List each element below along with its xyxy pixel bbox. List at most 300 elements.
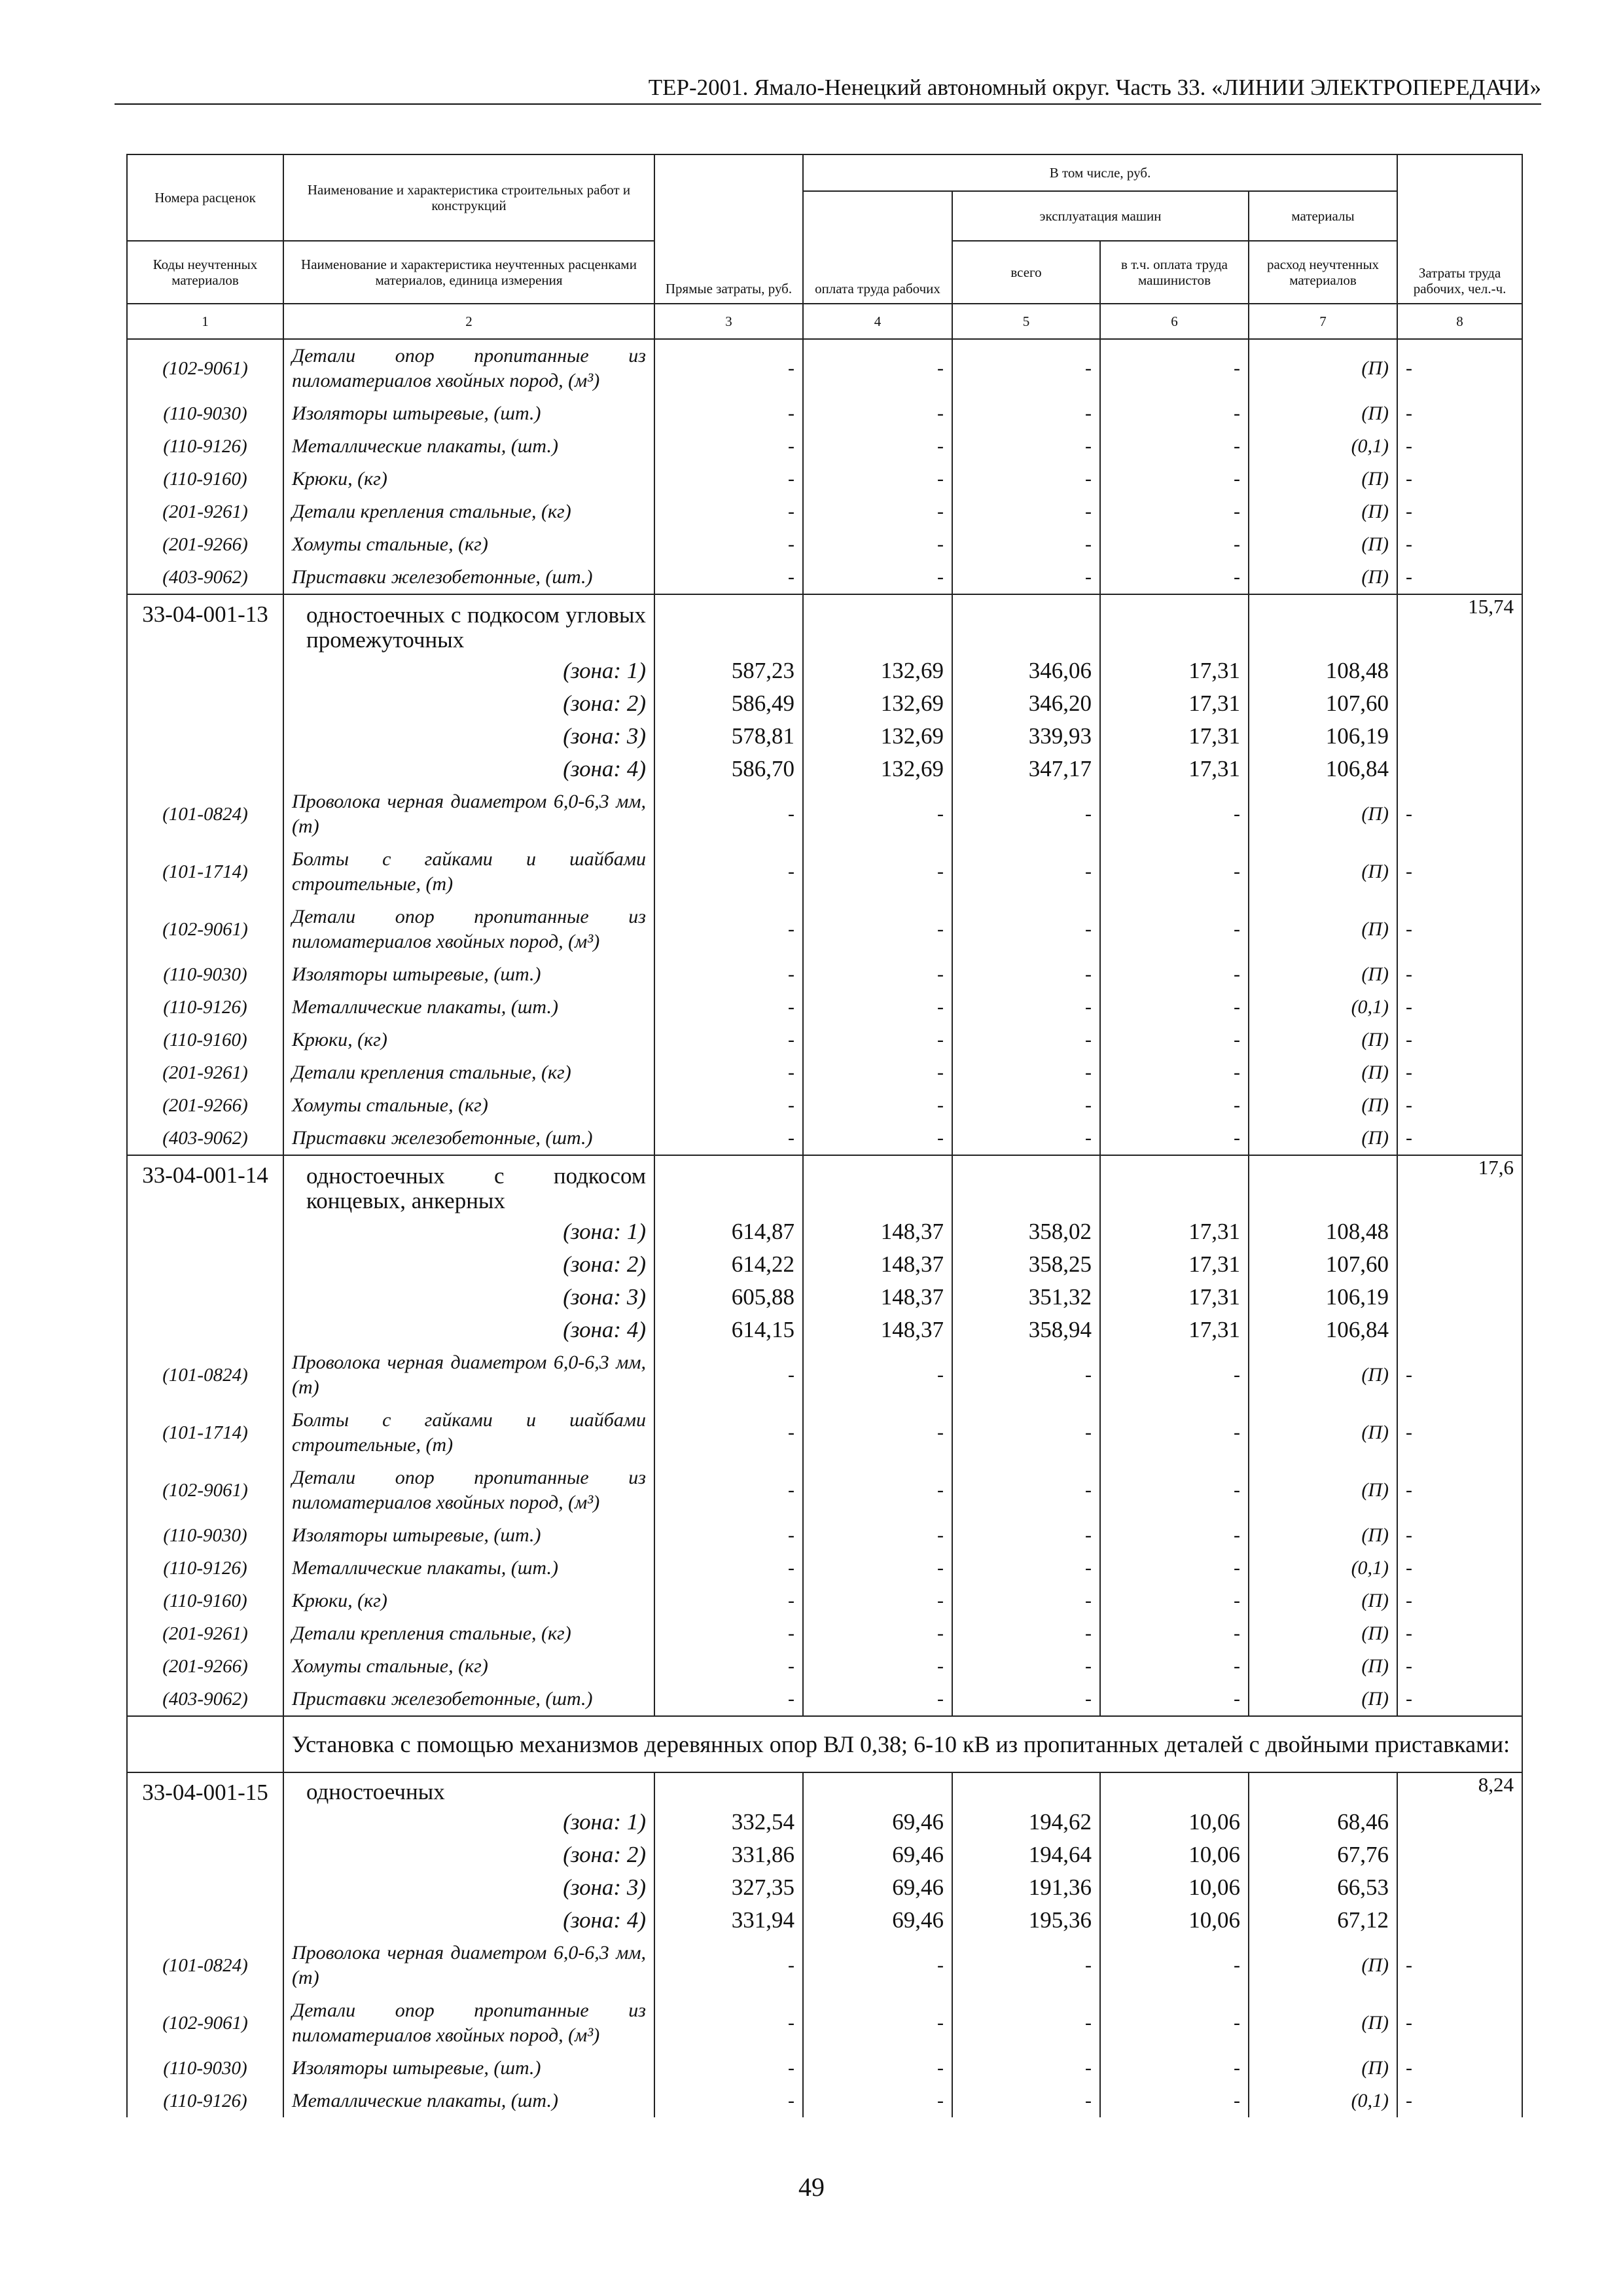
labor-pay-cell: - [803,463,952,495]
material-code: (101-0824) [127,785,283,843]
machinists-pay: 17,31 [1100,1281,1249,1314]
empty-cell [1397,655,1522,687]
labor-pay: 69,46 [803,1839,952,1871]
machinists-pay: 17,31 [1100,1215,1249,1248]
labor-hours-cell: - [1397,1585,1522,1617]
machines-total-cell: - [952,561,1100,594]
machinists-pay-cell: - [1100,1585,1249,1617]
labor-hours-cell: - [1397,2052,1522,2085]
machinists-pay-cell: - [1100,1346,1249,1404]
machines-total-cell: - [952,528,1100,561]
labor-pay-cell: - [803,495,952,528]
labor-hours-cell: - [1397,1056,1522,1089]
material-row [127,1585,1522,1617]
material-consumption-cell: (П) [1249,397,1397,430]
labor-hours-cell: - [1397,1650,1522,1683]
machinists-pay-cell: - [1100,2052,1249,2085]
machinists-pay-cell: - [1100,339,1249,397]
direct-cost: 605,88 [654,1281,803,1314]
machines-total-cell: - [952,463,1100,495]
material-row [127,463,1522,495]
material-code: (102-9061) [127,901,283,958]
machines-total-cell: - [952,430,1100,463]
direct-cost: 586,70 [654,753,803,785]
machinists-pay-cell: - [1100,1462,1249,1519]
machinists-pay-cell: - [1100,901,1249,958]
machinists-pay: 10,06 [1100,1871,1249,1904]
material-code: (201-9261) [127,1056,283,1089]
labor-hours-cell: - [1397,1937,1522,1994]
machines-total-cell: - [952,1994,1100,2052]
material-row [127,2085,1522,2117]
material-name: Детали опор пропитанные из пиломатериалов хвойных пород, (м³) [283,1994,654,2052]
empty-cell [127,1806,283,1839]
materials-cost: 106,84 [1249,753,1397,785]
labor-pay-cell: - [803,1089,952,1122]
labor-pay-cell: - [803,1346,952,1404]
labor-pay: 132,69 [803,655,952,687]
labor-pay-cell: - [803,1519,952,1552]
labor-pay-cell: - [803,397,952,430]
labor-hours-cell: - [1397,397,1522,430]
zone-row [127,687,1522,720]
empty-cell [127,1248,283,1281]
material-row [127,1122,1522,1155]
materials-cost: 107,60 [1249,1248,1397,1281]
machinists-pay-cell: - [1100,561,1249,594]
machinists-pay: 17,31 [1100,1248,1249,1281]
direct-cost-cell: - [654,528,803,561]
machines-total: 346,06 [952,655,1100,687]
material-code: (201-9266) [127,1089,283,1122]
machines-total: 339,93 [952,720,1100,753]
direct-cost-cell: - [654,1937,803,1994]
labor-pay: 148,37 [803,1314,952,1346]
machines-total: 358,02 [952,1215,1100,1248]
labor-pay: 148,37 [803,1281,952,1314]
empty-cell [803,1155,952,1215]
labor-hours-cell: - [1397,1462,1522,1519]
labor-pay: 132,69 [803,687,952,720]
header-col4: оплата труда рабочих [803,191,952,304]
labor-hours-cell: - [1397,785,1522,843]
zone-label: (зона: 1) [283,655,654,687]
header-col7: расход неучтенных материалов [1249,241,1397,304]
materials-cost: 68,46 [1249,1806,1397,1839]
labor-hours-cell: - [1397,339,1522,397]
zone-row [127,1839,1522,1871]
zone-label: (зона: 3) [283,1281,654,1314]
empty-cell [127,1716,283,1772]
empty-cell [1397,1839,1522,1871]
material-code: (110-9126) [127,430,283,463]
material-code: (403-9062) [127,1122,283,1155]
materials-cost: 67,76 [1249,1839,1397,1871]
material-row [127,528,1522,561]
labor-pay: 148,37 [803,1248,952,1281]
material-code: (110-9160) [127,1024,283,1056]
column-number: 5 [952,304,1100,339]
material-row [127,958,1522,991]
material-code: (201-9261) [127,1617,283,1650]
material-consumption-cell: (0,1) [1249,1552,1397,1585]
material-code: (403-9062) [127,561,283,594]
direct-cost-cell: - [654,561,803,594]
material-name: Проволока черная диаметром 6,0-6,3 мм, (т) [283,1346,654,1404]
labor-pay-cell: - [803,785,952,843]
material-code: (110-9030) [127,958,283,991]
empty-cell [127,1904,283,1937]
zone-row [127,720,1522,753]
header-col3: Прямые затраты, руб. [654,154,803,304]
machinists-pay-cell: - [1100,1683,1249,1716]
material-name: Хомуты стальные, (кг) [283,1089,654,1122]
direct-cost: 331,94 [654,1904,803,1937]
page-number: 49 [798,2172,825,2202]
material-code: (110-9160) [127,463,283,495]
empty-cell [127,1281,283,1314]
direct-cost: 587,23 [654,655,803,687]
material-row [127,1346,1522,1404]
material-consumption-cell: (П) [1249,1404,1397,1462]
empty-cell [952,1772,1100,1806]
machines-total-cell: - [952,2052,1100,2085]
labor-hours: 17,6 [1397,1155,1522,1215]
materials-cost: 66,53 [1249,1871,1397,1904]
material-consumption-cell: (П) [1249,901,1397,958]
material-code: (101-1714) [127,1404,283,1462]
machines-total-cell: - [952,1552,1100,1585]
material-row [127,1994,1522,2052]
material-name: Проволока черная диаметром 6,0-6,3 мм, (т) [283,785,654,843]
machinists-pay-cell: - [1100,785,1249,843]
material-name: Хомуты стальные, (кг) [283,528,654,561]
material-name: Детали опор пропитанные из пиломатериалов хвойных пород, (м³) [283,339,654,397]
machines-total-cell: - [952,1346,1100,1404]
machines-total-cell: - [952,1089,1100,1122]
material-consumption-cell: (П) [1249,495,1397,528]
direct-cost-cell: - [654,430,803,463]
labor-hours: 15,74 [1397,594,1522,655]
material-row [127,495,1522,528]
labor-hours-cell: - [1397,495,1522,528]
rates-table [126,154,1523,2117]
material-code: (110-9126) [127,2085,283,2117]
material-consumption-cell: (П) [1249,528,1397,561]
machinists-pay-cell: - [1100,430,1249,463]
machines-total-cell: - [952,397,1100,430]
machines-total-cell: - [952,1462,1100,1519]
labor-hours-cell: - [1397,1122,1522,1155]
machines-total-cell: - [952,1122,1100,1155]
direct-cost-cell: - [654,2052,803,2085]
direct-cost: 614,15 [654,1314,803,1346]
labor-hours-cell: - [1397,1346,1522,1404]
material-code: (201-9266) [127,528,283,561]
direct-cost-cell: - [654,1056,803,1089]
labor-pay-cell: - [803,1617,952,1650]
machines-total: 358,94 [952,1314,1100,1346]
direct-cost-cell: - [654,2085,803,2117]
material-name: Металлические плакаты, (шт.) [283,991,654,1024]
direct-cost-cell: - [654,1617,803,1650]
material-name: Крюки, (кг) [283,463,654,495]
empty-cell [1249,1772,1397,1806]
machinists-pay-cell: - [1100,397,1249,430]
machinists-pay-cell: - [1100,1650,1249,1683]
direct-cost-cell: - [654,1650,803,1683]
labor-hours-cell: - [1397,1024,1522,1056]
machinists-pay-cell: - [1100,1552,1249,1585]
material-name: Болты с гайками и шайбами строительные, (т) [283,843,654,901]
table-header [127,154,1522,339]
machines-total: 194,64 [952,1839,1100,1871]
empty-cell [1397,753,1522,785]
direct-cost-cell: - [654,1089,803,1122]
material-consumption-cell: (П) [1249,561,1397,594]
machinists-pay: 17,31 [1100,720,1249,753]
machinists-pay-cell: - [1100,1024,1249,1056]
labor-pay-cell: - [803,430,952,463]
material-consumption-cell: (П) [1249,1024,1397,1056]
material-row [127,1089,1522,1122]
empty-cell [654,1155,803,1215]
material-name: Детали опор пропитанные из пиломатериалов хвойных пород, (м³) [283,901,654,958]
empty-cell [127,687,283,720]
labor-hours-cell: - [1397,1617,1522,1650]
labor-pay-cell: - [803,1650,952,1683]
material-name: Приставки железобетонные, (шт.) [283,1122,654,1155]
machines-total-cell: - [952,1650,1100,1683]
labor-pay: 148,37 [803,1215,952,1248]
zone-row [127,1215,1522,1248]
material-name: Болты с гайками и шайбами строительные, (т) [283,1404,654,1462]
rate-name: одностоечных с подкосом концевых, анкерных [283,1155,654,1215]
labor-hours-cell: - [1397,1552,1522,1585]
labor-pay-cell: - [803,1462,952,1519]
direct-cost-cell: - [654,1519,803,1552]
labor-pay-cell: - [803,1683,952,1716]
materials-cost: 108,48 [1249,1215,1397,1248]
direct-cost-cell: - [654,1122,803,1155]
rate-code: 33-04-001-14 [127,1155,283,1215]
material-code: (101-0824) [127,1346,283,1404]
direct-cost-cell: - [654,1683,803,1716]
machines-total-cell: - [952,991,1100,1024]
labor-pay-cell: - [803,991,952,1024]
zone-row [127,1314,1522,1346]
material-code: (110-9160) [127,1585,283,1617]
labor-pay-cell: - [803,1937,952,1994]
direct-cost-cell: - [654,785,803,843]
page-header: ТЕР-2001. Ямало-Ненецкий автономный округ. Часть 33. «ЛИНИИ ЭЛЕКТРОПЕРЕДАЧИ» [115,73,1541,105]
labor-pay: 69,46 [803,1806,952,1839]
labor-pay: 132,69 [803,720,952,753]
material-code: (201-9266) [127,1650,283,1683]
labor-pay-cell: - [803,2085,952,2117]
material-consumption-cell: (П) [1249,958,1397,991]
material-row [127,843,1522,901]
labor-pay-cell: - [803,2052,952,2085]
material-row [127,561,1522,594]
material-row [127,430,1522,463]
direct-cost-cell: - [654,1462,803,1519]
machines-total-cell: - [952,1585,1100,1617]
labor-pay: 132,69 [803,753,952,785]
direct-cost: 614,87 [654,1215,803,1248]
machines-total-cell: - [952,843,1100,901]
header-materials: материалы [1249,191,1397,241]
material-consumption-cell: (П) [1249,1937,1397,1994]
table-body [127,339,1522,2117]
material-row [127,785,1522,843]
direct-cost-cell: - [654,495,803,528]
direct-cost-cell: - [654,397,803,430]
material-name: Металлические плакаты, (шт.) [283,2085,654,2117]
direct-cost-cell: - [654,1994,803,2052]
labor-hours-cell: - [1397,901,1522,958]
material-name: Крюки, (кг) [283,1024,654,1056]
labor-pay-cell: - [803,1585,952,1617]
zone-label: (зона: 4) [283,1314,654,1346]
material-name: Крюки, (кг) [283,1585,654,1617]
machines-total-cell: - [952,958,1100,991]
material-row [127,1650,1522,1683]
labor-pay-cell: - [803,958,952,991]
machines-total-cell: - [952,785,1100,843]
empty-cell [803,594,952,655]
empty-cell [1397,1904,1522,1937]
empty-cell [127,753,283,785]
labor-pay-cell: - [803,843,952,901]
rate-code: 33-04-001-15 [127,1772,283,1806]
direct-cost: 586,49 [654,687,803,720]
material-code: (110-9126) [127,1552,283,1585]
labor-hours-cell: - [1397,463,1522,495]
direct-cost-cell: - [654,1552,803,1585]
materials-cost: 106,84 [1249,1314,1397,1346]
section-title: Установка с помощью механизмов деревянных опор ВЛ 0,38; 6-10 кВ из пропитанных деталей с двойными приставками: [283,1716,1522,1772]
labor-hours: 8,24 [1397,1772,1522,1806]
empty-cell [952,594,1100,655]
material-consumption-cell: (П) [1249,1994,1397,2052]
machines-total-cell: - [952,1024,1100,1056]
material-consumption-cell: (П) [1249,1056,1397,1089]
machinists-pay: 17,31 [1100,1314,1249,1346]
material-code: (101-1714) [127,843,283,901]
labor-hours-cell: - [1397,1089,1522,1122]
machines-total-cell: - [952,1404,1100,1462]
material-row [127,339,1522,397]
material-name: Проволока черная диаметром 6,0-6,3 мм, (т) [283,1937,654,1994]
machines-total: 346,20 [952,687,1100,720]
empty-cell [127,1871,283,1904]
zone-row [127,655,1522,687]
machines-total: 195,36 [952,1904,1100,1937]
column-number: 2 [283,304,654,339]
machinists-pay-cell: - [1100,2085,1249,2117]
machines-total-cell: - [952,1683,1100,1716]
empty-cell [654,1772,803,1806]
rate-code: 33-04-001-13 [127,594,283,655]
header-machines: эксплуатация машин [952,191,1249,241]
labor-hours-cell: - [1397,2085,1522,2117]
direct-cost-cell: - [654,463,803,495]
direct-cost: 332,54 [654,1806,803,1839]
labor-pay-cell: - [803,528,952,561]
empty-cell [1397,1215,1522,1248]
material-row [127,2052,1522,2085]
header-col8: Затраты труда рабочих, чел.-ч. [1397,154,1522,304]
labor-hours-cell: - [1397,1519,1522,1552]
zone-label: (зона: 2) [283,687,654,720]
zone-label: (зона: 3) [283,720,654,753]
material-code: (110-9126) [127,991,283,1024]
machines-total-cell: - [952,339,1100,397]
header-col1-top: Номера расценок [127,154,283,241]
machinists-pay: 17,31 [1100,655,1249,687]
empty-cell [1249,1155,1397,1215]
material-consumption-cell: (П) [1249,1122,1397,1155]
header-group: В том числе, руб. [803,154,1397,191]
material-consumption-cell: (П) [1249,2052,1397,2085]
material-code: (110-9030) [127,397,283,430]
zone-row [127,1281,1522,1314]
empty-cell [654,594,803,655]
material-consumption-cell: (0,1) [1249,430,1397,463]
material-row [127,1683,1522,1716]
machinists-pay-cell: - [1100,528,1249,561]
labor-pay: 69,46 [803,1871,952,1904]
labor-hours-cell: - [1397,528,1522,561]
machinists-pay-cell: - [1100,843,1249,901]
zone-row [127,1248,1522,1281]
rate-row [127,1155,1522,1215]
zone-label: (зона: 4) [283,1904,654,1937]
direct-cost-cell: - [654,958,803,991]
machines-total-cell: - [952,901,1100,958]
header-col5: всего [952,241,1100,304]
machines-total: 358,25 [952,1248,1100,1281]
zone-row [127,1806,1522,1839]
material-consumption-cell: (П) [1249,843,1397,901]
material-code: (201-9261) [127,495,283,528]
empty-cell [1100,1155,1249,1215]
zone-label: (зона: 2) [283,1839,654,1871]
material-row [127,991,1522,1024]
rate-row [127,1772,1522,1806]
material-name: Приставки железобетонные, (шт.) [283,561,654,594]
empty-cell [1100,594,1249,655]
machines-total-cell: - [952,1519,1100,1552]
material-name: Изоляторы штыревые, (шт.) [283,1519,654,1552]
labor-pay-cell: - [803,901,952,958]
direct-cost-cell: - [654,1024,803,1056]
material-row [127,1056,1522,1089]
zone-label: (зона: 3) [283,1871,654,1904]
empty-cell [1397,720,1522,753]
empty-cell [127,720,283,753]
material-name: Изоляторы штыревые, (шт.) [283,397,654,430]
empty-cell [1397,687,1522,720]
material-consumption-cell: (0,1) [1249,2085,1397,2117]
material-consumption-cell: (П) [1249,1585,1397,1617]
machinists-pay-cell: - [1100,1404,1249,1462]
column-number: 4 [803,304,952,339]
empty-cell [1100,1772,1249,1806]
machines-total: 194,62 [952,1806,1100,1839]
material-name: Детали крепления стальные, (кг) [283,1056,654,1089]
